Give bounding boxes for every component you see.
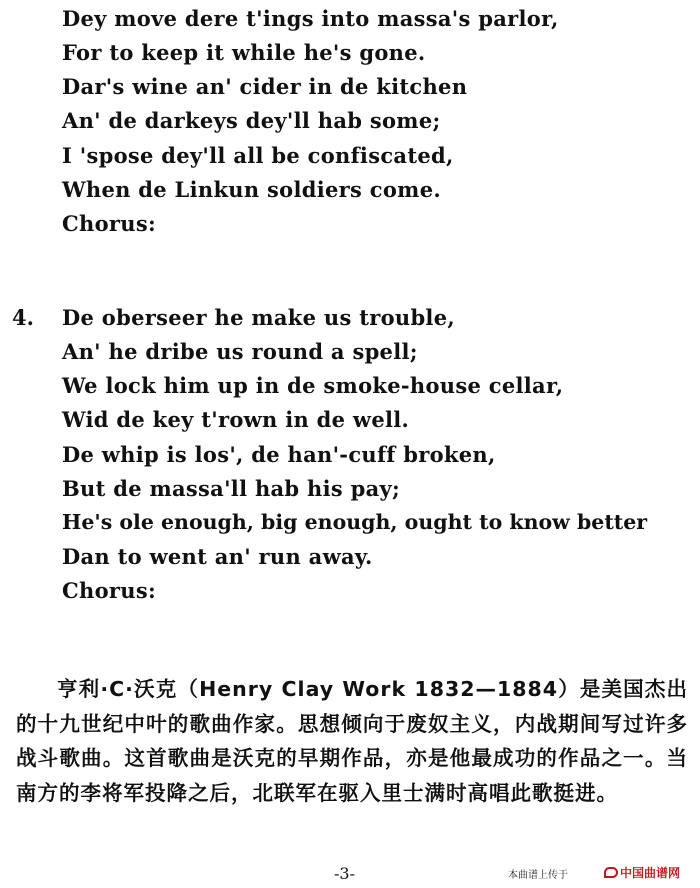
verse3-chorus-label: Chorus: <box>62 211 156 236</box>
verse4-line-8: Dan to went an' run away. <box>62 544 373 569</box>
verse3-line-5: I 'spose dey'll all be confiscated, <box>62 143 454 168</box>
verse3-line-1: Dey move dere t'ings into massa's parlor, <box>62 6 559 31</box>
verse4-line-3: We lock him up in de smoke-house cellar, <box>62 373 564 398</box>
verse4-line-5: De whip is los', de han'-cuff broken, <box>62 442 496 467</box>
verse-4-number: 4. <box>12 305 34 330</box>
verse4-line-6: But de massa'll hab his pay; <box>62 476 401 501</box>
site-logo[interactable] <box>604 864 680 881</box>
footer-upload-note: 本曲谱上传于 <box>508 870 568 881</box>
site-logo-text: 中国曲谱网 <box>620 866 681 880</box>
page-number: -3- <box>334 864 355 883</box>
verse4-chorus-label: Chorus: <box>62 578 156 603</box>
verse3-line-4: An' de darkeys dey'll hab some; <box>62 108 441 133</box>
verse4-line-4: Wid de key t'rown in de well. <box>62 407 410 432</box>
site-logo-icon <box>604 867 618 878</box>
verse3-line-3: Dar's wine an' cider in de kitchen <box>62 74 468 99</box>
verse4-line-7: He's ole enough, big enough, ought to know better <box>62 510 648 534</box>
verse4-line-2: An' he dribe us round a spell; <box>62 339 418 364</box>
verse4-line-1: De oberseer he make us trouble, <box>62 305 455 330</box>
verse3-line-2: For to keep it while he's gone. <box>62 40 426 65</box>
composer-note-paragraph: 亨利·C·沃克（Henry Clay Work 1832—1884）是美国杰出的十九世纪中叶的歌曲作家。思想倾向于废奴主义，内战期间写过许多战斗歌曲。这首歌曲是沃克的早期作品，亦是他最成功的作品之一。当南方的李将军投降之后，北联军在驱入里士满时高唱此歌挺进。 <box>16 677 688 805</box>
verse3-line-6: When de Linkun soldiers come. <box>62 177 441 202</box>
